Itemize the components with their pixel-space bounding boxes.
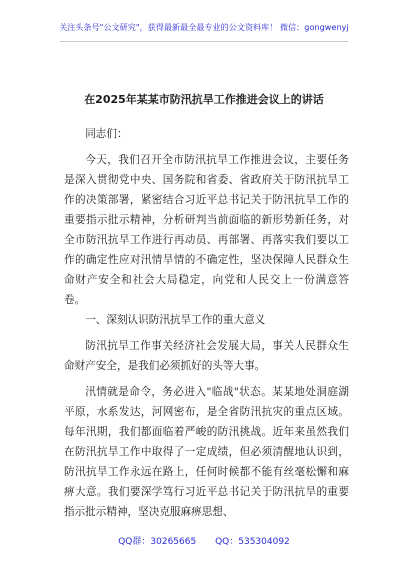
document-title: 在2025年某某市防汛抗旱工作推进会议上的讲话	[84, 93, 324, 106]
header-note: 关注头条号"公文研究"，获得最新最全最专业的公文资料库！ 微信：gongwenyj	[59, 23, 349, 32]
document-body	[64, 124, 349, 522]
paragraph-intro: 今天，我们召开全市防汛抗旱工作推进会议，主要任务是深入贯彻党中央、国务院和省委、省政府关于防汛抗旱工作的决策部署，紧密结合习近平总书记关于防汛抗旱工作的重要指示批示精神，分析研判当前面临的新形势新任务，对全市防汛抗旱工作进行再动员、再部署、再落实我们要以工作的确定性应对汛情旱情的不确定性，坚决保障人民群众生命财产安全和社会大局稳定，向党和人民交上一份满意答卷。	[64, 154, 349, 306]
footer-qq-group: QQ群：30265665	[118, 537, 197, 547]
paragraph-flood-situation: 汛情就是命令，务必进入"临战"状态。某某地处洞庭湖平原，水系发达，河网密布，是全省防汛抗灾的重点区域。每年汛期，我们都面临着严峻的防汛挑战。近年来虽然我们在防汛抗旱工作中取得了一定成绩，但必须清醒地认识到，防汛抗旱工作永远在路上，任何时候都不能有丝毫松懈和麻痹大意。我们要深学笃行习近平总书记关于防汛抗旱的重要指示批示精神，坚决克服麻痹思想、	[64, 386, 349, 518]
salutation: 同志们：	[85, 128, 128, 140]
footer-contact	[0, 534, 408, 547]
header-divider	[60, 41, 348, 42]
paragraph-significance: 防汛抗旱工作事关经济社会发展大局，事关人民群众生命财产安全，是我们必须抓好的头等大事。	[64, 340, 349, 372]
section-heading: 一、深刻认识防汛抗旱工作的重大意义	[85, 314, 266, 326]
footer-qq: QQ：535304092	[215, 537, 290, 547]
